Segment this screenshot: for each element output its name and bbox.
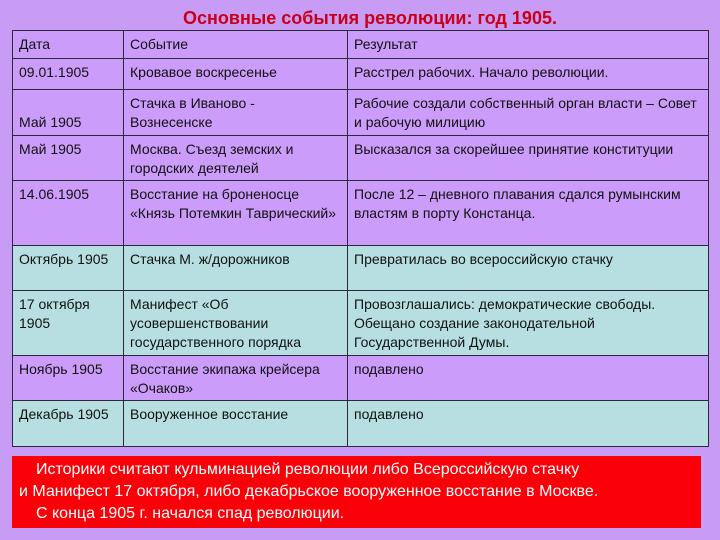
table-row <box>13 291 709 356</box>
result-cell: Рабочие создали собственный орган власти – Совет и рабочую милицию <box>348 90 709 136</box>
event-cell: Москва. Съезд земских и городских деятелей <box>124 136 348 181</box>
table-row <box>13 181 709 246</box>
result-cell: После 12 – дневного плавания сдался румынским властям в порту Констанца. <box>348 181 709 246</box>
table-row <box>13 356 709 401</box>
table-row <box>13 246 709 291</box>
date-cell: Май 1905 <box>13 136 124 181</box>
date-cell: Ноябрь 1905 <box>13 356 124 401</box>
header-event: Событие <box>124 31 348 59</box>
slide-title: Основные события революции: год 1905. <box>183 8 557 28</box>
date-cell: 09.01.1905 <box>13 59 124 90</box>
result-cell: Высказался за скорейшее принятие конституции <box>348 136 709 181</box>
header-date: Дата <box>13 31 124 59</box>
event-cell: Стачка в Иваново - Вознесенске <box>124 90 348 136</box>
event-cell: Восстание на броненосце «Князь Потемкин Таврический» <box>124 181 348 246</box>
result-cell: подавлено <box>348 401 709 447</box>
result-cell: подавлено <box>348 356 709 401</box>
note-line: С конца 1905 г. начался спад революции. <box>36 505 345 522</box>
result-cell: Провозглашались: демократические свободы. Обещано создание законодательной Государственной Думы. <box>348 291 709 356</box>
conclusion-note <box>12 456 701 528</box>
event-cell: Вооруженное восстание <box>124 401 348 447</box>
header-result: Результат <box>348 31 709 59</box>
date-cell: Октябрь 1905 <box>13 246 124 291</box>
events-table <box>12 30 709 447</box>
date-cell: Май 1905 <box>13 90 124 136</box>
date-cell: 14.06.1905 <box>13 181 124 246</box>
date-cell: 17 октября 1905 <box>13 291 124 356</box>
event-cell: Восстание экипажа крейсера «Очаков» <box>124 356 348 401</box>
table-header-row <box>13 31 709 59</box>
result-cell: Расстрел рабочих. Начало революции. <box>348 59 709 90</box>
table-row <box>13 90 709 136</box>
table-row <box>13 401 709 447</box>
event-cell: Кровавое воскресенье <box>124 59 348 90</box>
note-line: и Манифест 17 октября, либо декабрьское вооруженное восстание в Москве. <box>19 483 599 500</box>
event-cell: Манифест «Об усовершенствовании государственного порядка <box>124 291 348 356</box>
table-row <box>13 136 709 181</box>
date-cell: Декабрь 1905 <box>13 401 124 447</box>
event-cell: Стачка М. ж/дорожников <box>124 246 348 291</box>
note-line: Историки считают кульминацией революции либо Всероссийскую стачку <box>36 461 580 478</box>
table-row <box>13 59 709 90</box>
result-cell: Превратилась во всероссийскую стачку <box>348 246 709 291</box>
